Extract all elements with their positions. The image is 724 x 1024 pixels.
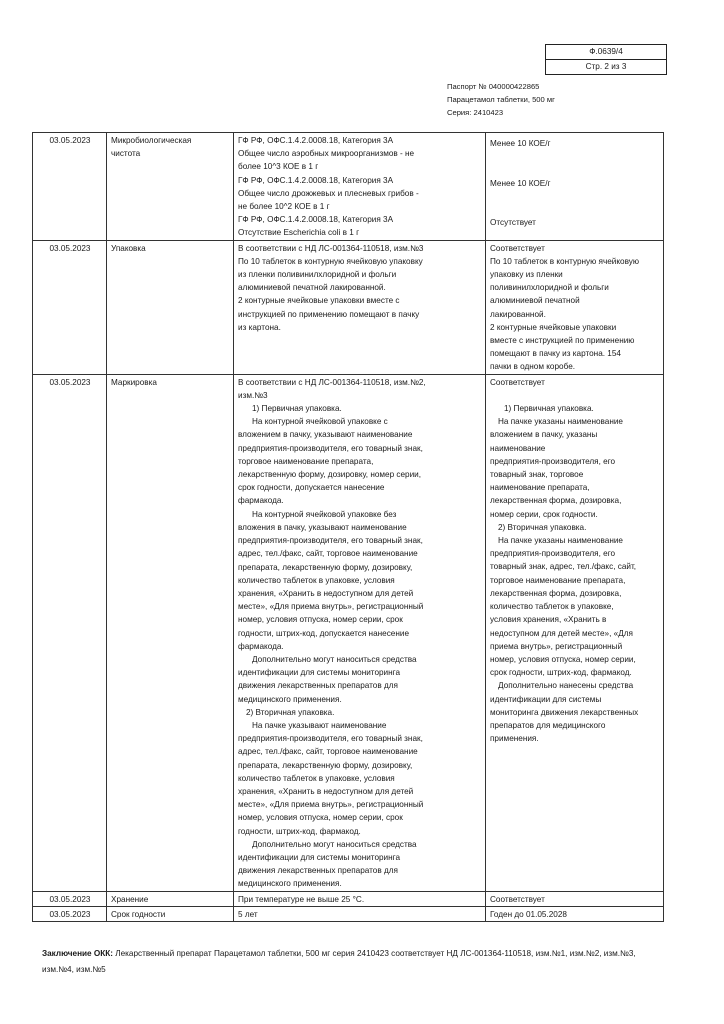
result-text: мониторинга движения лекарственных — [490, 707, 639, 717]
requirement-text: из картона. — [238, 322, 281, 332]
result-text: На пачке указаны наименование — [498, 417, 623, 427]
requirement-text: На контурной ячейковой упаковке без — [252, 509, 397, 519]
requirement-text: фармакода. — [238, 641, 284, 651]
requirement-text: По 10 таблеток в контурную ячейковую упаковку — [238, 256, 423, 266]
row-requirement — [234, 133, 486, 241]
table-row — [33, 374, 664, 891]
requirement-text: препарата, лекарственную форму, дозировку, — [238, 562, 413, 572]
row-parameter — [107, 240, 234, 374]
result-text: условия хранения, «Хранить в — [490, 615, 607, 625]
requirement-text: препарата, лекарственную форму, дозировку, — [238, 760, 413, 770]
result-text: предприятия-производителя, его — [490, 549, 616, 559]
requirement-text: из пленки поливинилхлоридной и фольги — [238, 270, 397, 280]
parameter-text: Хранение — [111, 894, 149, 904]
row-requirement — [234, 374, 486, 891]
row-requirement — [234, 891, 486, 906]
requirement-text: срок годности, допускается нанесение — [238, 483, 385, 493]
table-row — [33, 133, 664, 241]
result-text: торговое наименование препарата, — [490, 575, 626, 585]
requirement-text: номер, условия отпуска, номер серии, срок — [238, 813, 403, 823]
requirement-text: алюминиевой печатной лакированной. — [238, 283, 386, 293]
result-text: приема внутрь», регистрационный — [490, 641, 623, 651]
requirement-text: медицинского применения. — [238, 694, 342, 704]
requirement-text: ГФ РФ, ОФС.1.4.2.0008.18, Категория 3А — [238, 215, 394, 225]
requirement-text: изм.№3 — [238, 390, 268, 400]
result-text: Соответствует — [490, 243, 545, 253]
row-requirement — [234, 906, 486, 921]
row-parameter — [107, 374, 234, 891]
requirement-text: 1) Первичная упаковка. — [252, 404, 342, 414]
result-text: вместе с инструкцией по применению — [490, 336, 635, 346]
requirement-text: В соответствии с НД ЛС-001364-110518, изм.№2, — [238, 377, 426, 387]
row-parameter — [107, 891, 234, 906]
requirement-text: количество таблеток в упаковке, условия — [238, 575, 395, 585]
result-text: применения. — [490, 734, 539, 744]
result-text: Дополнительно нанесены средства — [498, 681, 634, 691]
row-requirement — [234, 240, 486, 374]
result-text: лакированной. — [490, 309, 546, 319]
requirement-text: хранения, «Хранить в недоступном для детей — [238, 786, 414, 796]
requirement-text: месте», «Для приема внутрь», регистрационный — [238, 602, 424, 612]
requirement-text: Отсутствие Escherichia coli в 1 г — [238, 228, 360, 238]
requirement-text: Общее число аэробных микроорганизмов - не — [238, 149, 415, 159]
requirement-text: адрес, тел./факс, сайт, торговое наименование — [238, 747, 418, 757]
requirement-text: Общее число дрожжевых и плесневых грибов - — [238, 188, 419, 198]
result-text: предприятия-производителя, его — [490, 456, 616, 466]
requirement-text: лекарственную форму, дозировку, номер серии, — [238, 470, 422, 480]
requirement-text: В соответствии с НД ЛС-001364-110518, изм.№3 — [238, 243, 424, 253]
requirement-text: вложения в пачку, указывают наименование — [238, 522, 407, 532]
row-result — [486, 906, 664, 921]
requirement-text: 2) Вторичная упаковка. — [246, 707, 335, 717]
requirement-text: Дополнительно могут наноситься средства — [252, 839, 417, 849]
requirement-text: идентификации для системы мониторинга — [238, 852, 401, 862]
requirement-text: На контурной ячейковой упаковке с — [252, 417, 388, 427]
requirement-text: вложением в пачку, указывают наименование — [238, 430, 413, 440]
result-text: срок годности, штрих-код, фармакод. — [490, 668, 632, 678]
result-text: помещают в пачку из картона. 154 — [490, 349, 621, 359]
result-text: вложением в пачку, указаны — [490, 430, 598, 440]
result-text: номер серии, срок годности. — [490, 509, 598, 519]
passport-number: Паспорт № 040000422865 — [447, 82, 540, 91]
result-text: алюминиевой печатной — [490, 296, 580, 306]
row-date: 03.05.2023 — [33, 133, 107, 241]
requirement-text: предприятия-производителя, его товарный знак, — [238, 734, 423, 744]
result-text: количество таблеток в упаковке, — [490, 602, 614, 612]
result-text: лекарственная форма, дозировка, — [490, 496, 622, 506]
requirement-text: ГФ РФ, ОФС.1.4.2.0008.18, Категория 3А — [238, 175, 394, 185]
test-results-table — [32, 132, 664, 922]
result-text: наименование препарата, — [490, 483, 590, 493]
row-date: 03.05.2023 — [33, 891, 107, 906]
result-text: 2) Вторичная упаковка. — [498, 522, 587, 532]
series-number: Серия: 2410423 — [447, 108, 504, 117]
parameter-text: чистота — [111, 149, 141, 159]
form-code: Ф.0639/4 — [589, 47, 623, 56]
row-parameter — [107, 133, 234, 241]
row-result — [486, 891, 664, 906]
requirement-text: Дополнительно могут наноситься средства — [252, 654, 417, 664]
result-text: товарный знак, торговое — [490, 470, 584, 480]
form-code-box — [545, 44, 667, 75]
requirement-text: инструкцией по применению помещают в пачку — [238, 309, 420, 319]
requirement-text: 2 контурные ячейковые упаковки вместе с — [238, 296, 400, 306]
row-date: 03.05.2023 — [33, 374, 107, 891]
result-text: наименование — [490, 443, 546, 453]
document-header — [447, 80, 555, 119]
result-text: товарный знак, адрес, тел./факс, сайт, — [490, 562, 637, 572]
requirement-text: фармакода. — [238, 496, 284, 506]
requirement-text: 5 лет — [238, 909, 258, 919]
result-text: Соответствует — [490, 894, 545, 904]
requirement-text: торговое наименование препарата, — [238, 456, 374, 466]
parameter-text: Срок годности — [111, 909, 166, 919]
requirement-text: ГФ РФ, ОФС.1.4.2.0008.18, Категория 3А — [238, 136, 394, 145]
result-text: поливинилхлоридной и фольги — [490, 283, 609, 293]
requirement-text: предприятия-производителя, его товарный знак, — [238, 443, 423, 453]
requirement-text: При температуре не выше 25 °С. — [238, 894, 365, 904]
product-name: Парацетамол таблетки, 500 мг — [447, 95, 555, 104]
row-result — [486, 133, 664, 241]
row-date: 03.05.2023 — [33, 240, 107, 374]
requirement-text: годности, штрих-код, фармакод. — [238, 826, 361, 836]
requirement-text: номер, условия отпуска, номер серии, срок — [238, 615, 403, 625]
requirement-text: медицинского применения. — [238, 879, 342, 889]
requirement-text: количество таблеток в упаковке, условия — [238, 773, 395, 783]
row-result — [486, 374, 664, 891]
result-text: 2 контурные ячейковые упаковки — [490, 322, 617, 332]
requirement-text: адрес, тел./факс, сайт, торговое наименование — [238, 549, 418, 559]
result-text: 1) Первичная упаковка. — [504, 404, 594, 414]
row-date: 03.05.2023 — [33, 906, 107, 921]
conclusion-text: Лекарственный препарат Парацетамол таблетки, 500 мг серия 2410423 соответствует НД ЛС-001364-110518, изм.№1, изм.№2, изм.№3, изм.№4, изм.№5 — [42, 949, 636, 974]
result-text: Менее 10 КОЕ/г — [490, 178, 551, 188]
table-row — [33, 891, 664, 906]
result-text: лекарственная форма, дозировка, — [490, 588, 622, 598]
row-result — [486, 240, 664, 374]
parameter-text: Микробиологическая — [111, 136, 192, 145]
result-text: недоступном для детей месте», «Для — [490, 628, 633, 638]
result-text: Менее 10 КОЕ/г — [490, 139, 551, 148]
result-text: идентификации для системы — [490, 694, 602, 704]
parameter-text: Упаковка — [111, 243, 146, 253]
page-number: Стр. 2 из 3 — [546, 59, 666, 74]
result-text: Соответствует — [490, 377, 545, 387]
conclusion — [42, 946, 642, 978]
result-text: пачки в одном коробе. — [490, 362, 576, 372]
requirement-text: не более 10^2 КОЕ в 1 г — [238, 202, 330, 212]
result-text: Отсутствует — [490, 218, 536, 228]
result-text: На пачке указаны наименование — [498, 536, 623, 546]
table-row — [33, 906, 664, 921]
requirement-text: годности, штрих-код, допускается нанесение — [238, 628, 410, 638]
requirement-text: предприятия-производителя, его товарный знак, — [238, 536, 423, 546]
conclusion-label: Заключение ОКК: — [42, 949, 113, 958]
requirement-text: идентификации для системы мониторинга — [238, 668, 401, 678]
requirement-text: движения лекарственных препаратов для — [238, 681, 398, 691]
requirement-text: На пачке указывают наименование — [252, 720, 387, 730]
requirement-text: месте», «Для приема внутрь», регистрационный — [238, 800, 424, 810]
result-text: номер, условия отпуска, номер серии, — [490, 654, 636, 664]
result-text: препаратов для медицинского — [490, 720, 606, 730]
parameter-text: Маркировка — [111, 377, 157, 387]
row-parameter — [107, 906, 234, 921]
requirement-text: движения лекарственных препаратов для — [238, 866, 398, 876]
table-row — [33, 240, 664, 374]
requirement-text: хранения, «Хранить в недоступном для детей — [238, 588, 414, 598]
result-text: Годен до 01.05.2028 — [490, 909, 567, 919]
result-text: упаковку из пленки — [490, 270, 563, 280]
requirement-text: более 10^3 КОЕ в 1 г — [238, 162, 319, 172]
result-text: По 10 таблеток в контурную ячейковую — [490, 256, 640, 266]
